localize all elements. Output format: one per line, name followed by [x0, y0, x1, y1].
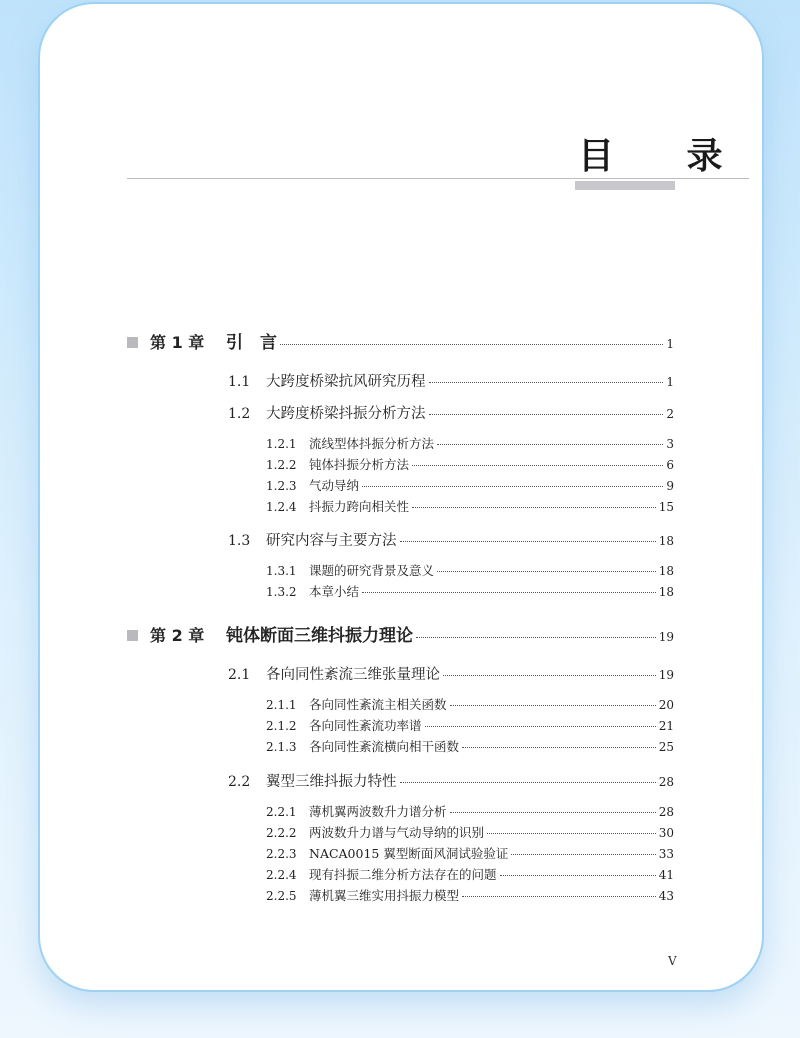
entry-number: 2.1.1	[266, 698, 297, 712]
entry-page-number: 9	[666, 479, 674, 493]
entry-title: 两波数升力谱与气动导纳的识别	[309, 825, 485, 840]
entry-number: 2.1.2	[266, 719, 297, 733]
dot-leader	[437, 571, 656, 572]
toc-entry-section	[228, 370, 674, 391]
toc-entry-subsection	[266, 695, 674, 713]
entry-page-number: 15	[658, 500, 674, 514]
dot-leader	[450, 705, 656, 706]
entry-title: 气动导纳	[309, 478, 360, 493]
entry-number: 1.2.1	[266, 437, 297, 451]
entry-title: 流线型体抖振分析方法	[309, 436, 435, 451]
dot-leader	[416, 637, 656, 638]
dot-leader	[400, 541, 656, 542]
dot-leader	[487, 833, 656, 834]
entry-page-number: 19	[658, 630, 674, 644]
entry-page-number: 41	[658, 868, 674, 882]
entry-page-number: 19	[658, 668, 674, 682]
dot-leader	[462, 896, 656, 897]
entry-title: 薄机翼三维实用抖振力模型	[309, 888, 460, 903]
toc-entry-subsection	[266, 716, 674, 734]
entry-number: 2.2.2	[266, 826, 297, 840]
entry-number: 1.2.4	[266, 500, 297, 514]
toc-entry-subsection	[266, 455, 674, 473]
entry-page-number: 2	[666, 407, 674, 421]
entry-page-number: 1	[666, 337, 674, 351]
entry-title: 各向同性紊流主相关函数	[309, 697, 447, 712]
entry-number: 2.2.3	[266, 847, 297, 861]
dot-leader	[425, 726, 656, 727]
toc-entry-subsection	[266, 582, 674, 600]
entry-number: 2.1.3	[266, 740, 297, 754]
entry-page-number: 6	[666, 458, 674, 472]
entry-title: 各向同性紊流三维张量理论	[266, 667, 440, 683]
entry-page-number: 30	[658, 826, 674, 840]
entry-page-number: 20	[658, 698, 674, 712]
dot-leader	[429, 414, 664, 415]
dot-leader	[500, 875, 656, 876]
toc-entry-subsection	[266, 476, 674, 494]
toc-entry-subsection	[266, 434, 674, 452]
dot-leader	[450, 812, 656, 813]
page-folio: V	[668, 954, 677, 968]
entry-page-number: 18	[658, 534, 674, 548]
dot-leader	[412, 465, 663, 466]
entry-title: 抖振力跨向相关性	[309, 499, 410, 514]
entry-page-number: 43	[658, 889, 674, 903]
entry-number: 1.2.3	[266, 479, 297, 493]
entry-title: 引 言	[226, 333, 277, 353]
entry-number: 1.3	[228, 533, 251, 549]
entry-title: 大跨度桥梁抖振分析方法	[266, 406, 426, 422]
toc-entry-section	[228, 663, 674, 684]
title-rule	[127, 178, 749, 179]
entry-number: 2.2.1	[266, 805, 297, 819]
dot-leader	[280, 344, 663, 345]
toc-entry-subsection	[266, 823, 674, 841]
entry-title: 各向同性紊流横向相干函数	[309, 739, 460, 754]
entry-page-number: 1	[666, 375, 674, 389]
entry-page-number: 28	[658, 805, 674, 819]
toc-entry-subsection	[266, 497, 674, 515]
toc-entry-section	[228, 529, 674, 550]
entry-title: 课题的研究背景及意义	[309, 563, 435, 578]
entry-title: 本章小结	[309, 584, 360, 599]
dot-leader	[437, 444, 663, 445]
entry-number: 2.2	[228, 774, 251, 790]
entry-page-number: 3	[666, 437, 674, 451]
toc-entry-subsection	[266, 561, 674, 579]
toc-entry-subsection	[266, 886, 674, 904]
chapter-bullet-icon	[127, 337, 138, 348]
entry-title: 研究内容与主要方法	[266, 533, 397, 549]
toc-entry-section	[228, 402, 674, 423]
entry-number: 2.1	[228, 667, 251, 683]
toc-entry-subsection	[266, 737, 674, 755]
entry-number: 第 1 章	[150, 333, 205, 352]
entry-title: 薄机翼两波数升力谱分析	[309, 804, 447, 819]
entry-number: 2.2.4	[266, 868, 297, 882]
chapter-bullet-icon	[127, 630, 138, 641]
entry-title: 现有抖振二维分析方法存在的问题	[309, 867, 497, 882]
entry-number: 1.2	[228, 406, 251, 422]
toc-entry-chapter	[127, 328, 674, 353]
toc-entry-subsection	[266, 802, 674, 820]
entry-page-number: 21	[658, 719, 674, 733]
dot-leader	[462, 747, 656, 748]
toc-entry-subsection	[266, 865, 674, 883]
page-title: 目 录	[578, 136, 753, 177]
dot-leader	[412, 507, 656, 508]
dot-leader	[443, 675, 656, 676]
entry-title: 翼型三维抖振力特性	[266, 774, 397, 790]
entry-title: 钝体抖振分析方法	[309, 457, 410, 472]
entry-number: 1.1	[228, 374, 251, 390]
dot-leader	[362, 486, 663, 487]
toc-entry-section	[228, 770, 674, 791]
entry-page-number: 28	[658, 775, 674, 789]
toc-entry-chapter	[127, 621, 674, 646]
entry-page-number: 18	[658, 585, 674, 599]
entry-number: 1.3.1	[266, 564, 297, 578]
entry-title: NACA0015 翼型断面风洞试验验证	[309, 846, 509, 861]
toc-entry-subsection	[266, 844, 674, 862]
dot-leader	[400, 782, 656, 783]
dot-leader	[429, 382, 664, 383]
entry-title: 钝体断面三维抖振力理论	[226, 626, 413, 646]
entry-number: 1.2.2	[266, 458, 297, 472]
entry-page-number: 25	[658, 740, 674, 754]
entry-number: 第 2 章	[150, 626, 205, 645]
entry-number: 2.2.5	[266, 889, 297, 903]
entry-page-number: 33	[658, 847, 674, 861]
entry-page-number: 18	[658, 564, 674, 578]
dot-leader	[362, 592, 656, 593]
dot-leader	[511, 854, 655, 855]
title-accent-bar	[575, 181, 675, 190]
entry-title: 各向同性紊流功率谱	[309, 718, 422, 733]
entry-title: 大跨度桥梁抗风研究历程	[266, 374, 426, 390]
entry-number: 1.3.2	[266, 585, 297, 599]
